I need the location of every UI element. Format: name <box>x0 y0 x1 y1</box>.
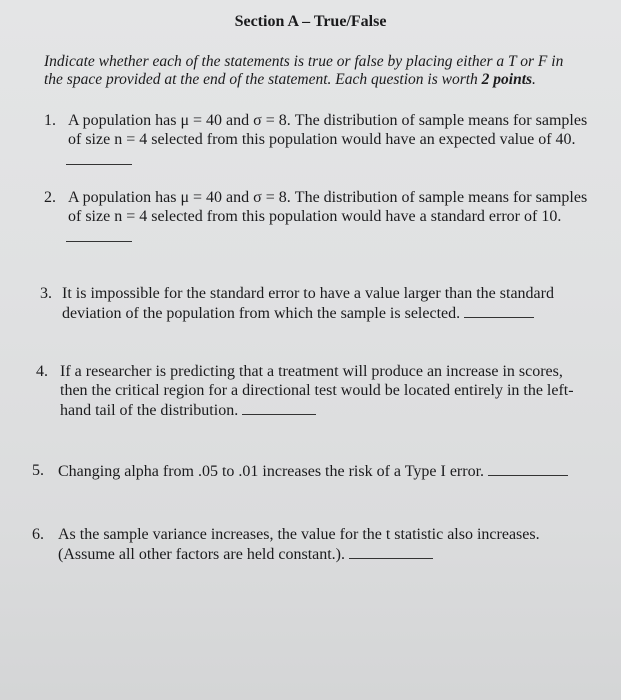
question-3 <box>40 284 615 324</box>
question-5 <box>32 461 617 483</box>
question-line: A population has μ = 40 and σ = 8. The distribution of sample means for samples <box>68 189 588 206</box>
question-line: As the sample variance increases, the value for the t statistic also increases. <box>58 526 540 543</box>
answer-blank-2[interactable] <box>66 227 132 242</box>
question-text <box>68 188 587 226</box>
answer-blank-4[interactable] <box>242 400 316 415</box>
question-line: then the critical region for a directional test would be located entirely in the left- <box>60 382 574 399</box>
question-line: Changing alpha from .05 to .01 increases the risk of a Type I error. <box>58 463 485 480</box>
question-number: 3. <box>40 285 52 302</box>
question-number: 1. <box>44 112 56 129</box>
question-text <box>58 461 568 481</box>
question-text <box>58 525 540 564</box>
answer-blank-3[interactable] <box>464 303 534 318</box>
instructions-line-2 <box>44 71 614 89</box>
instructions-line-1: Indicate whether each of the statements is true or false by placing either a T or F in <box>44 53 564 70</box>
instructions-line-2-end: . <box>532 71 536 88</box>
question-number: 4. <box>36 363 48 380</box>
answer-blank-6[interactable] <box>349 544 433 559</box>
question-line: of size n = 4 selected from this population would have an expected value of 40. <box>68 131 576 148</box>
question-number: 5. <box>32 462 44 479</box>
question-number: 2. <box>44 189 56 206</box>
question-line: of size n = 4 selected from this population would have a standard error of 10. <box>68 208 562 225</box>
points-value: 2 points <box>481 71 533 88</box>
instructions <box>44 53 614 89</box>
question-4 <box>36 362 621 422</box>
question-1 <box>44 111 619 171</box>
question-6 <box>32 525 617 565</box>
question-line: If a researcher is predicting that a treatment will produce an increase in scores, <box>60 363 563 380</box>
question-number: 6. <box>32 526 44 543</box>
question-text <box>60 362 574 420</box>
question-line: deviation of the population from which the sample is selected. <box>62 305 461 322</box>
answer-blank-5[interactable] <box>488 461 568 476</box>
answer-blank-1[interactable] <box>66 150 132 165</box>
question-line: It is impossible for the standard error to have a value larger than the standard <box>62 285 554 302</box>
question-line: hand tail of the distribution. <box>60 402 239 419</box>
question-text <box>62 284 554 323</box>
section-title: Section A – True/False <box>234 13 387 30</box>
question-line: (Assume all other factors are held constant.). <box>58 546 346 563</box>
question-line: A population has μ = 40 and σ = 8. The distribution of sample means for samples <box>68 112 588 129</box>
question-2 <box>44 188 619 248</box>
instructions-line-2-text: the space provided at the end of the statement. Each question is worth <box>44 71 482 88</box>
question-text <box>68 111 587 149</box>
